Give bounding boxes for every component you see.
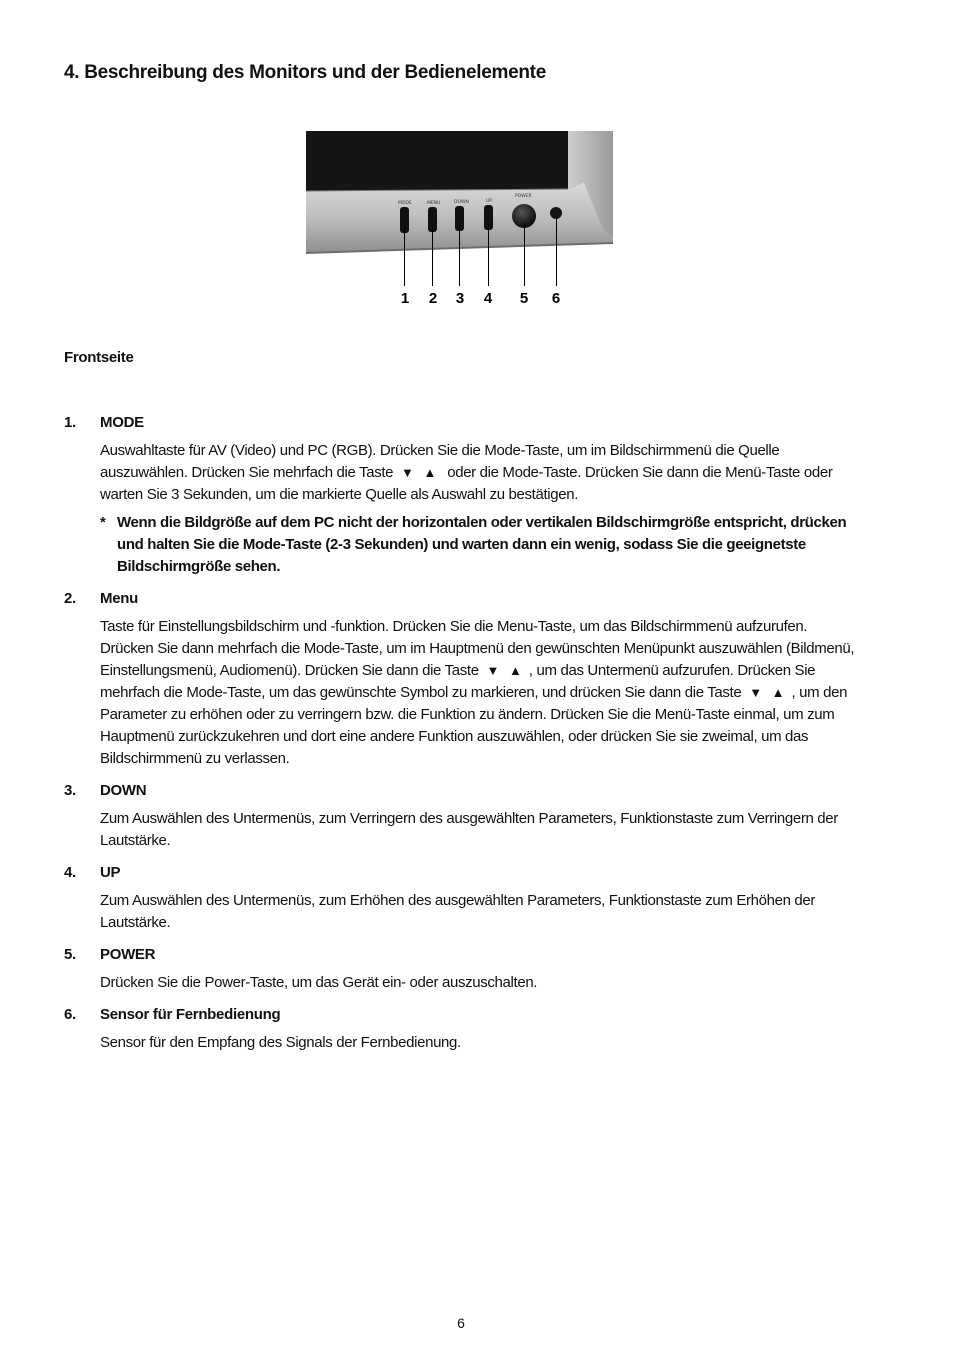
item-heading	[64, 944, 864, 966]
item-title: POWER	[100, 946, 156, 963]
page-number: 6	[457, 1315, 465, 1331]
button-label-menu: MENU	[427, 201, 441, 206]
item-description	[100, 440, 864, 506]
item-number: 5.	[64, 946, 76, 963]
down-up-arrows-icon: ▼ ▲	[486, 663, 525, 678]
item-title: MODE	[100, 414, 144, 431]
item-title: Sensor für Fernbedienung	[100, 1006, 281, 1023]
section-label: Frontseite	[64, 349, 134, 366]
monitor-front-photo	[306, 131, 616, 311]
callout-2: 2	[428, 290, 438, 307]
item-text: Auswahltaste für AV (Video) und PC (RGB). Drücken Sie die Mode-Taste, um im Bildschirmmenü die Quelle auszuwählen. Drücken Sie mehrfach die Taste	[100, 442, 780, 481]
list-item-mode	[64, 412, 864, 578]
item-heading	[64, 412, 864, 434]
button-label-mode: MODE	[398, 201, 412, 206]
list-item-down	[64, 780, 864, 852]
down-up-arrows-icon: ▼ ▲	[401, 465, 440, 480]
item-text: , um das Untermenü aufzurufen. Drücken Sie mehrfach die Mode-Taste, um das gewünschte Symbol zu markieren, und drücken Sie dann die Taste	[100, 662, 816, 701]
callout-4: 4	[483, 290, 493, 307]
page-title: 4. Beschreibung des Monitors und der Bedienelemente	[64, 62, 546, 83]
item-number: 3.	[64, 782, 76, 799]
callout-6: 6	[551, 290, 561, 307]
item-heading	[64, 780, 864, 802]
item-text: oder die Mode-Taste. Drücken Sie dann die Menü-Taste oder warten Sie 3 Sekunden, um die markierte Quelle als Auswahl zu bestätigen.	[100, 464, 833, 503]
item-heading	[64, 588, 864, 610]
note-text: Wenn die Bildgröße auf dem PC nicht der horizontalen oder vertikalen Bildschirmgröße entspricht, drücken und halten Sie die Mode-Taste (2-3 Sekunden) und warten dann ein wenig, sodass Sie die geeignetste Bildschirmgröße sehen.	[117, 514, 847, 575]
item-title: DOWN	[100, 782, 147, 799]
item-title: UP	[100, 864, 121, 881]
button-label-power: POWER	[515, 194, 532, 199]
callout-1: 1	[400, 290, 410, 307]
item-text: Taste für Einstellungsbildschirm und -funktion. Drücken Sie die Menu-Taste, um das Bildschirmmenü aufzurufen. Drücken Sie dann mehrfach die Mode-Taste, um im Hauptmenü den gewünschten Menüpunkt auszuwählen (Bildmenü, Einstellungsmenü, Audiomenü). Drücken Sie dann die Taste	[100, 618, 855, 679]
item-number: 1.	[64, 414, 76, 431]
item-number: 4.	[64, 864, 76, 881]
item-heading	[64, 862, 864, 884]
item-description: Zum Auswählen des Untermenüs, zum Verringern des ausgewählten Parameters, Funktionstaste zum Verringern der Lautstärke.	[100, 810, 838, 849]
item-description: Zum Auswählen des Untermenüs, zum Erhöhen des ausgewählten Parameters, Funktionstaste zum Erhöhen der Lautstärke.	[100, 892, 816, 931]
button-label-up: UP	[486, 199, 493, 204]
list-item-up	[64, 862, 864, 934]
item-text: , um den Parameter zu erhöhen oder zu verringern bzw. die Funktion zu ändern. Drücken Sie die Menü-Taste einmal, um zum Hauptmenü zurückzukehren und dort eine andere Funktion auszuwählen, oder drücken Sie sie zweimal, um das Bildschirmmenü zu verlassen.	[100, 684, 848, 767]
item-number: 2.	[64, 590, 76, 607]
item-title: Menu	[100, 590, 138, 607]
list-item-power	[64, 944, 864, 994]
callout-3: 3	[455, 290, 465, 307]
item-note	[100, 512, 864, 578]
down-up-arrows-icon: ▼ ▲	[749, 685, 788, 700]
item-description: Drücken Sie die Power-Taste, um das Gerät ein- oder auszuschalten.	[100, 974, 538, 991]
item-description	[100, 616, 864, 770]
button-label-down: DOWN	[454, 200, 469, 205]
note-asterisk: *	[100, 514, 106, 531]
item-number: 6.	[64, 1006, 76, 1023]
item-heading	[64, 1004, 864, 1026]
item-description: Sensor für den Empfang des Signals der Fernbedienung.	[100, 1034, 461, 1051]
list-item-menu	[64, 588, 864, 770]
monitor-screen	[306, 131, 576, 191]
list-item-sensor	[64, 1004, 864, 1054]
control-list	[64, 412, 864, 1064]
callout-5: 5	[519, 290, 529, 307]
